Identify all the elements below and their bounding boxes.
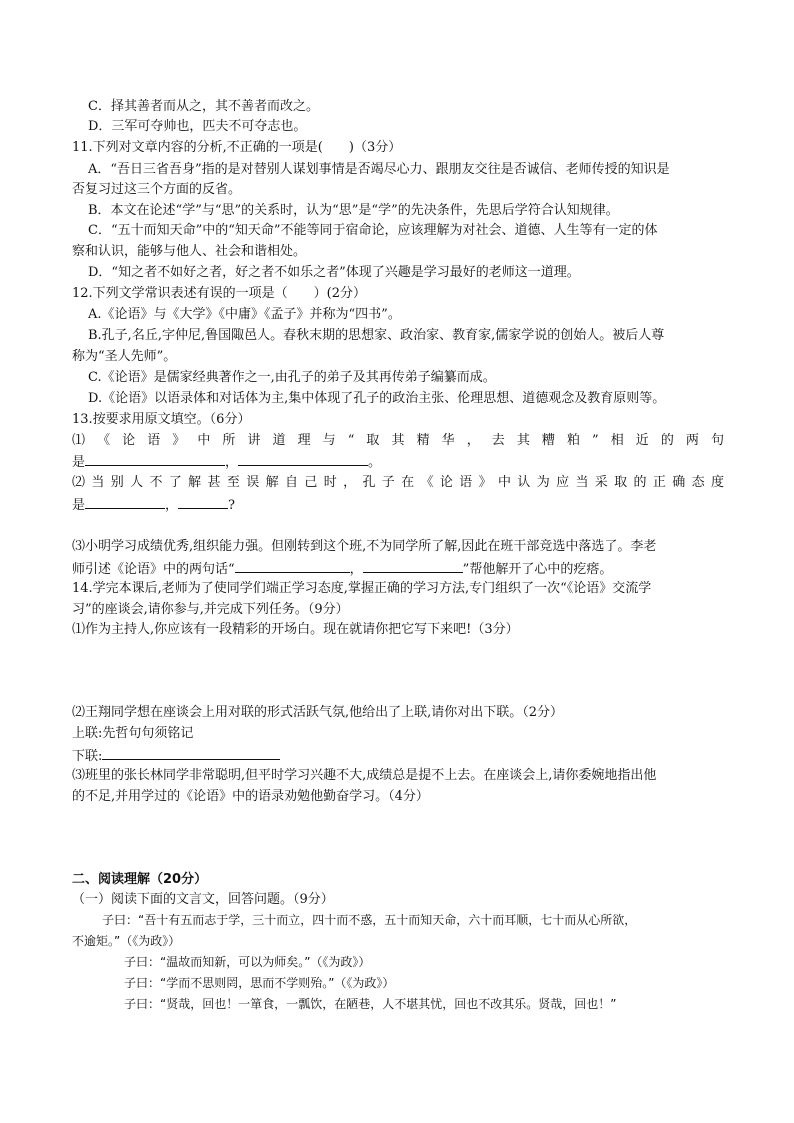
q12-option-c: C.《论语》是儒家经典著作之一,由孔子的弟子及其再传弟子编纂而成。 — [88, 370, 496, 385]
q14-stem-line2: 习”的座谈会,请你参与,并完成下列任务。（9分） — [72, 602, 349, 617]
q13-part1-blank1[interactable] — [85, 451, 225, 466]
q13-part3-end: ”帮他解开了心中的疙瘩。 — [462, 562, 613, 577]
q13-part1-prefix: 是 — [72, 455, 86, 470]
q13-part2-prefix: 是 — [72, 498, 86, 513]
q12-option-a: A.《论语》与《大学》《中庸》《孟子》并称为“四书”。 — [88, 307, 401, 322]
q14-stem-line1: 14.学完本课后,老师为了使同学们端正学习态度,掌握正确的学习方法,专门组织了一次“《论语》交流学 — [72, 581, 652, 596]
q11-option-a-line1: A．“吾日三省吾身”指的是对替别人谋划事情是否竭尽心力、跟朋友交往是否诚信、老师传授的知识是 — [88, 162, 670, 177]
couplet-upper-line: 上联:先哲句句须铭记 — [72, 726, 194, 741]
q11-option-c-line1: C．“五十而知天命”中的“知天命”不能等同于宿命论，应该理解为对社会、道德、人生等有一定的体 — [88, 223, 658, 238]
q13-part3-blank1[interactable] — [235, 558, 350, 573]
q13-part3-blank2[interactable] — [363, 558, 463, 573]
q13-part2-blank1[interactable] — [85, 494, 165, 509]
q13-part3-answer-line — [72, 558, 612, 580]
q13-part3-prefix: 师引述《论语》中的两句话“ — [72, 562, 235, 577]
classical-passage-4: 子曰：“贤哉，回也！一箪食，一瓢饮，在陋巷，人不堪其忧，回也不改其乐。贤哉，回也！” — [124, 997, 617, 1011]
q14-task2: ⑵王翔同学想在座谈会上用对联的形式活跃气氛,他给出了上联,请你对出下联。（2分） — [72, 705, 564, 720]
q10-option-d: D．三军可夺帅也，匹夫不可夺志也。 — [88, 119, 307, 134]
q13-part1-separator: ， — [225, 455, 239, 470]
q13-part3-separator: ， — [349, 562, 363, 577]
classical-passage-2: 子曰：“温故而知新，可以为师矣。”（《为政》） — [124, 955, 371, 969]
q13-part1-end: 。 — [368, 455, 382, 470]
q12-option-b-line2: 称为“圣人先师”。 — [72, 349, 177, 364]
q12-stem: 12.下列文学常识表述有误的一项是（ ）(2分） — [72, 286, 367, 301]
classical-passage-1-line2: 不逾矩。”（《为政》） — [72, 934, 181, 948]
q14-task3-line1: ⑶班里的张长林同学非常聪明,但平时学习兴趣不大,成绩总是提不上去。在座谈会上,请你委婉地指出他 — [72, 768, 657, 783]
section2-title: 二、阅读理解（20分） — [72, 872, 208, 887]
q13-part1-line1: ⑴《论语》中所讲道理与“取其精华，去其糟粕”相近的两句 — [72, 433, 724, 448]
couplet-lower-label: 下联: — [72, 749, 103, 764]
q14-task3-line2: 的不足,并用学过的《论语》中的语录劝勉他勤奋学习。（4分） — [72, 789, 429, 804]
section2-part1-heading: （一）阅读下面的文言文，回答问题。（9分） — [72, 892, 334, 907]
q12-option-b-line1: B.孔子,名丘,字仲尼,鲁国陬邑人。春秋末期的思想家、政治家、教育家,儒家学说的创始人。被后人尊 — [88, 328, 665, 343]
q11-option-c-line2: 察和认识，能够与他人、社会和谐相处。 — [72, 244, 307, 259]
q13-part3-line1: ⑶小明学习成绩优秀,组织能力强。但刚转到这个班,不为同学所了解,因此在班干部竞选中落选了。李老 — [72, 539, 657, 554]
q13-part1-blank2[interactable] — [238, 451, 368, 466]
q12-option-d: D.《论语》以语录体和对话体为主,集中体现了孔子的政治主张、伦理思想、道德观念及教育原则等。 — [88, 391, 666, 406]
q13-part2-separator: ， — [165, 498, 179, 513]
q11-option-b: B．本文在论述“学”与“思”的关系时，认为“思”是“学”的先决条件，先思后学符合认知规律。 — [88, 203, 619, 218]
classical-passage-3: 子曰：“学而不思则罔，思而不学则殆。”（《为政》） — [124, 976, 395, 990]
q11-option-d: D．“知之者不如好之者，好之者不如乐之者”体现了兴趣是学习最好的老师这一道理。 — [88, 265, 580, 280]
classical-passage-1-line1: 子曰：“吾十有五而志于学，三十而立，四十而不惑，五十而知天命，六十而耳顺，七十而从心所欲， — [102, 913, 637, 927]
couplet-lower-line — [72, 745, 280, 767]
couplet-lower-blank[interactable] — [102, 745, 280, 760]
q13-stem: 13.按要求用原文填空。（6分） — [72, 412, 251, 427]
q11-option-a-line2: 否复习过这三个方面的反省。 — [72, 182, 242, 197]
q13-part2-answer-line — [72, 494, 235, 516]
q13-part2-blank2[interactable] — [178, 494, 228, 509]
q10-option-c: C．择其善者而从之，其不善者而改之。 — [88, 99, 319, 114]
q13-part1-answer-line — [72, 451, 381, 473]
q13-part2-line1: ⑵当别人不了解甚至误解自己时，孔子在《论语》中认为应当采取的正确态度 — [72, 475, 724, 490]
q13-part2-end: ? — [228, 498, 236, 513]
q14-task1: ⑴作为主持人,你应该有一段精彩的开场白。现在就请你把它写下来吧!（3分） — [72, 622, 519, 637]
q11-stem: 11.下列对文章内容的分析,不正确的一项是( )（3分） — [72, 140, 402, 155]
